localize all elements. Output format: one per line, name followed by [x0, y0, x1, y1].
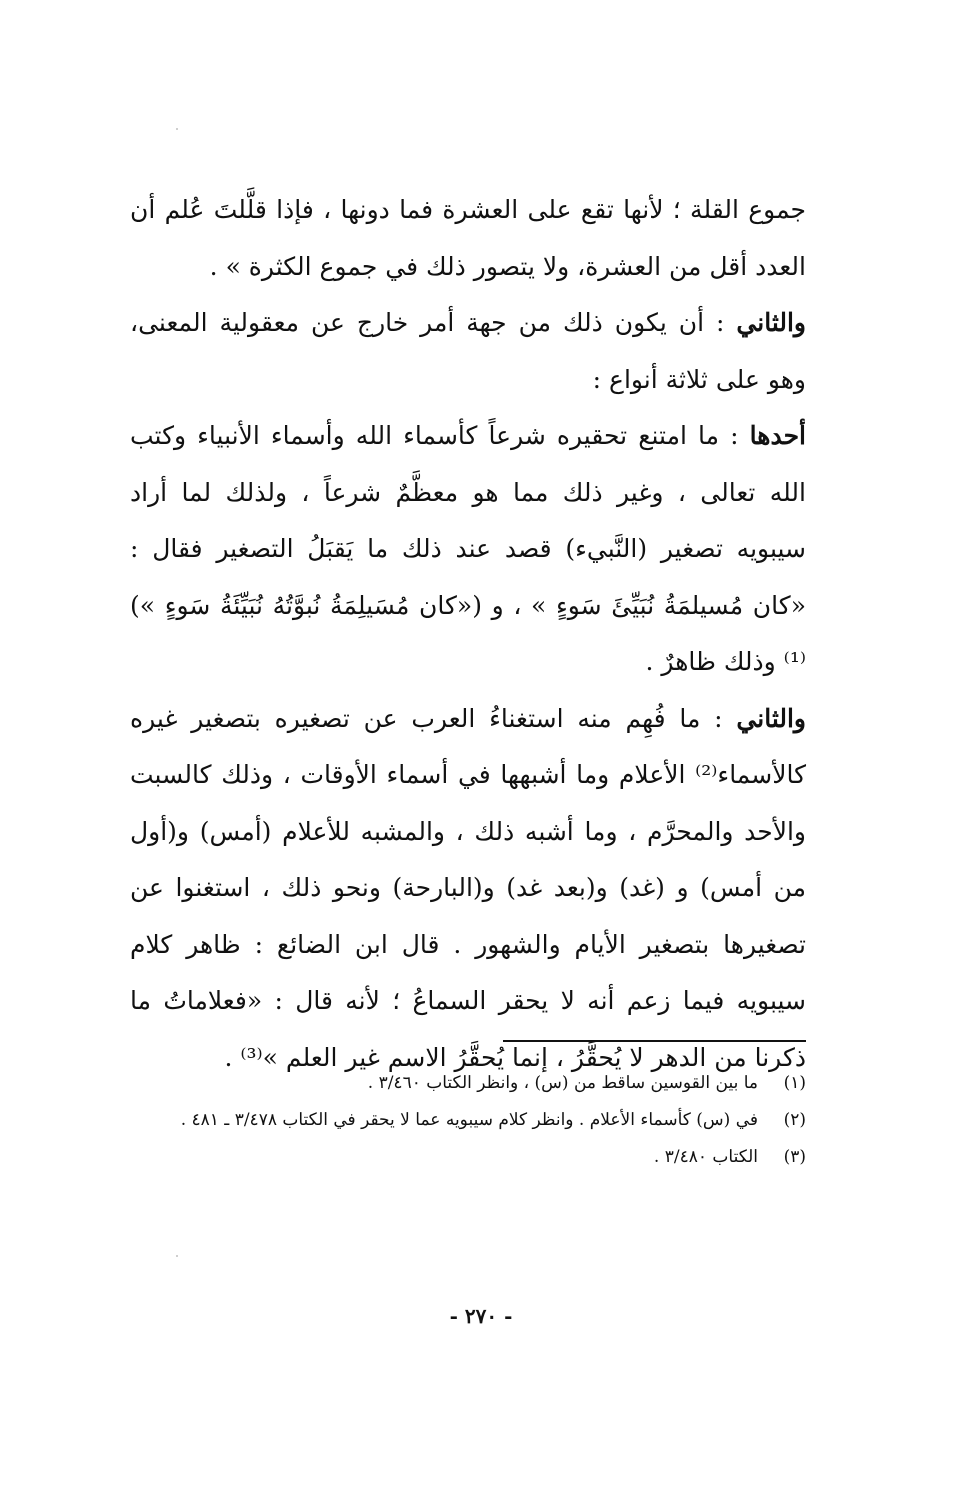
paragraph-text: : ما امتنع تحقيره شرعاً كأسماء الله وأسماء الأنبياء وكتب الله تعالى ، وغير ذلك مما هو معظَّمٌ شرعاً ، ولذلك لما أراد سيبويه تصغير (النَّبيء) قصد عند ذلك ما يَقبَلُ التصغير فقال : «كان مُسيلمَةُ نُبَيِّئَ سَوءٍ » ، و («كان مُسَيلِمَةُ نُبوَّتُهُ نُبَيِّئَةُ سَوءٍ »)⁽¹⁾ وذلك ظاهرٌ . [130, 421, 806, 676]
page-number: - ٢٧٠ - [449, 1304, 513, 1328]
paragraph-text: : ما فُهِم منه استغناءُ العرب عن تصغيره بتصغير غيره كالأسماء⁽²⁾ الأعلام وما أشبهها في أسماء الأوقات ، وذلك كالسبت والأحد والمحرَّم ، وما أشبه ذلك ، والمشبه للأعلام (أمس) و(أول من أمس) و (غد) و(بعد غد) و(البارحة) ونحو ذلك ، استغنوا عن تصغيرها بتصغير الأيام والشهور . قال ابن الضائع : ظاهر كلام سيبويه فيما زعم أنه لا يحقر السماعُ ؛ لأنه قال : «فعلاماتُ ما ذكرنا من الدهر لا يُحقَّرُ ، إنما يُحقَّرُ الاسم غير العلم »⁽³⁾ . [130, 703, 806, 1072]
paragraph [130, 182, 806, 295]
footnote-number: (١) [783, 1073, 806, 1093]
scan-speck [176, 1255, 178, 1257]
paragraph-text: : أن يكون ذلك من جهة أمر خارج عن معقولية المعنى، وهو على ثلاثة أنواع : [130, 308, 806, 394]
footnote-number: (٣) [783, 1147, 806, 1167]
footnote-separator [503, 1040, 806, 1042]
footnote-text: الكتاب ٣/٤٨٠ . [653, 1147, 758, 1167]
paragraph [130, 295, 806, 408]
paragraph [130, 691, 806, 1087]
footnote-number: (٢) [783, 1110, 806, 1130]
footnote-text: في (س) كأسماء الأعلام . وانظر كلام سيبويه عما لا يحقر في الكتاب ٣/٤٧٨ ـ ٤٨١ . [180, 1110, 758, 1130]
footnote [150, 1139, 806, 1176]
paragraph-lead: والثاني [736, 703, 806, 733]
paragraph [130, 408, 806, 691]
paragraph-text: جموع القلة ؛ لأنها تقع على العشرة فما دونها ، فإذا قلَّلتَ عُلم أن العدد أقل من العشرة، ولا يتصور ذلك في جموع الكثرة » . [130, 195, 806, 281]
footnote [150, 1065, 806, 1102]
scan-speck [176, 128, 178, 130]
footnote [150, 1102, 806, 1139]
paragraph-lead: أحدها [749, 421, 806, 450]
paragraph-lead: والثاني [736, 308, 806, 337]
footnote-text: ما بين القوسين ساقط من (س) ، وانظر الكتاب ٣/٤٦٠ . [367, 1073, 758, 1093]
footnotes [150, 1065, 806, 1176]
main-text [130, 182, 806, 1086]
